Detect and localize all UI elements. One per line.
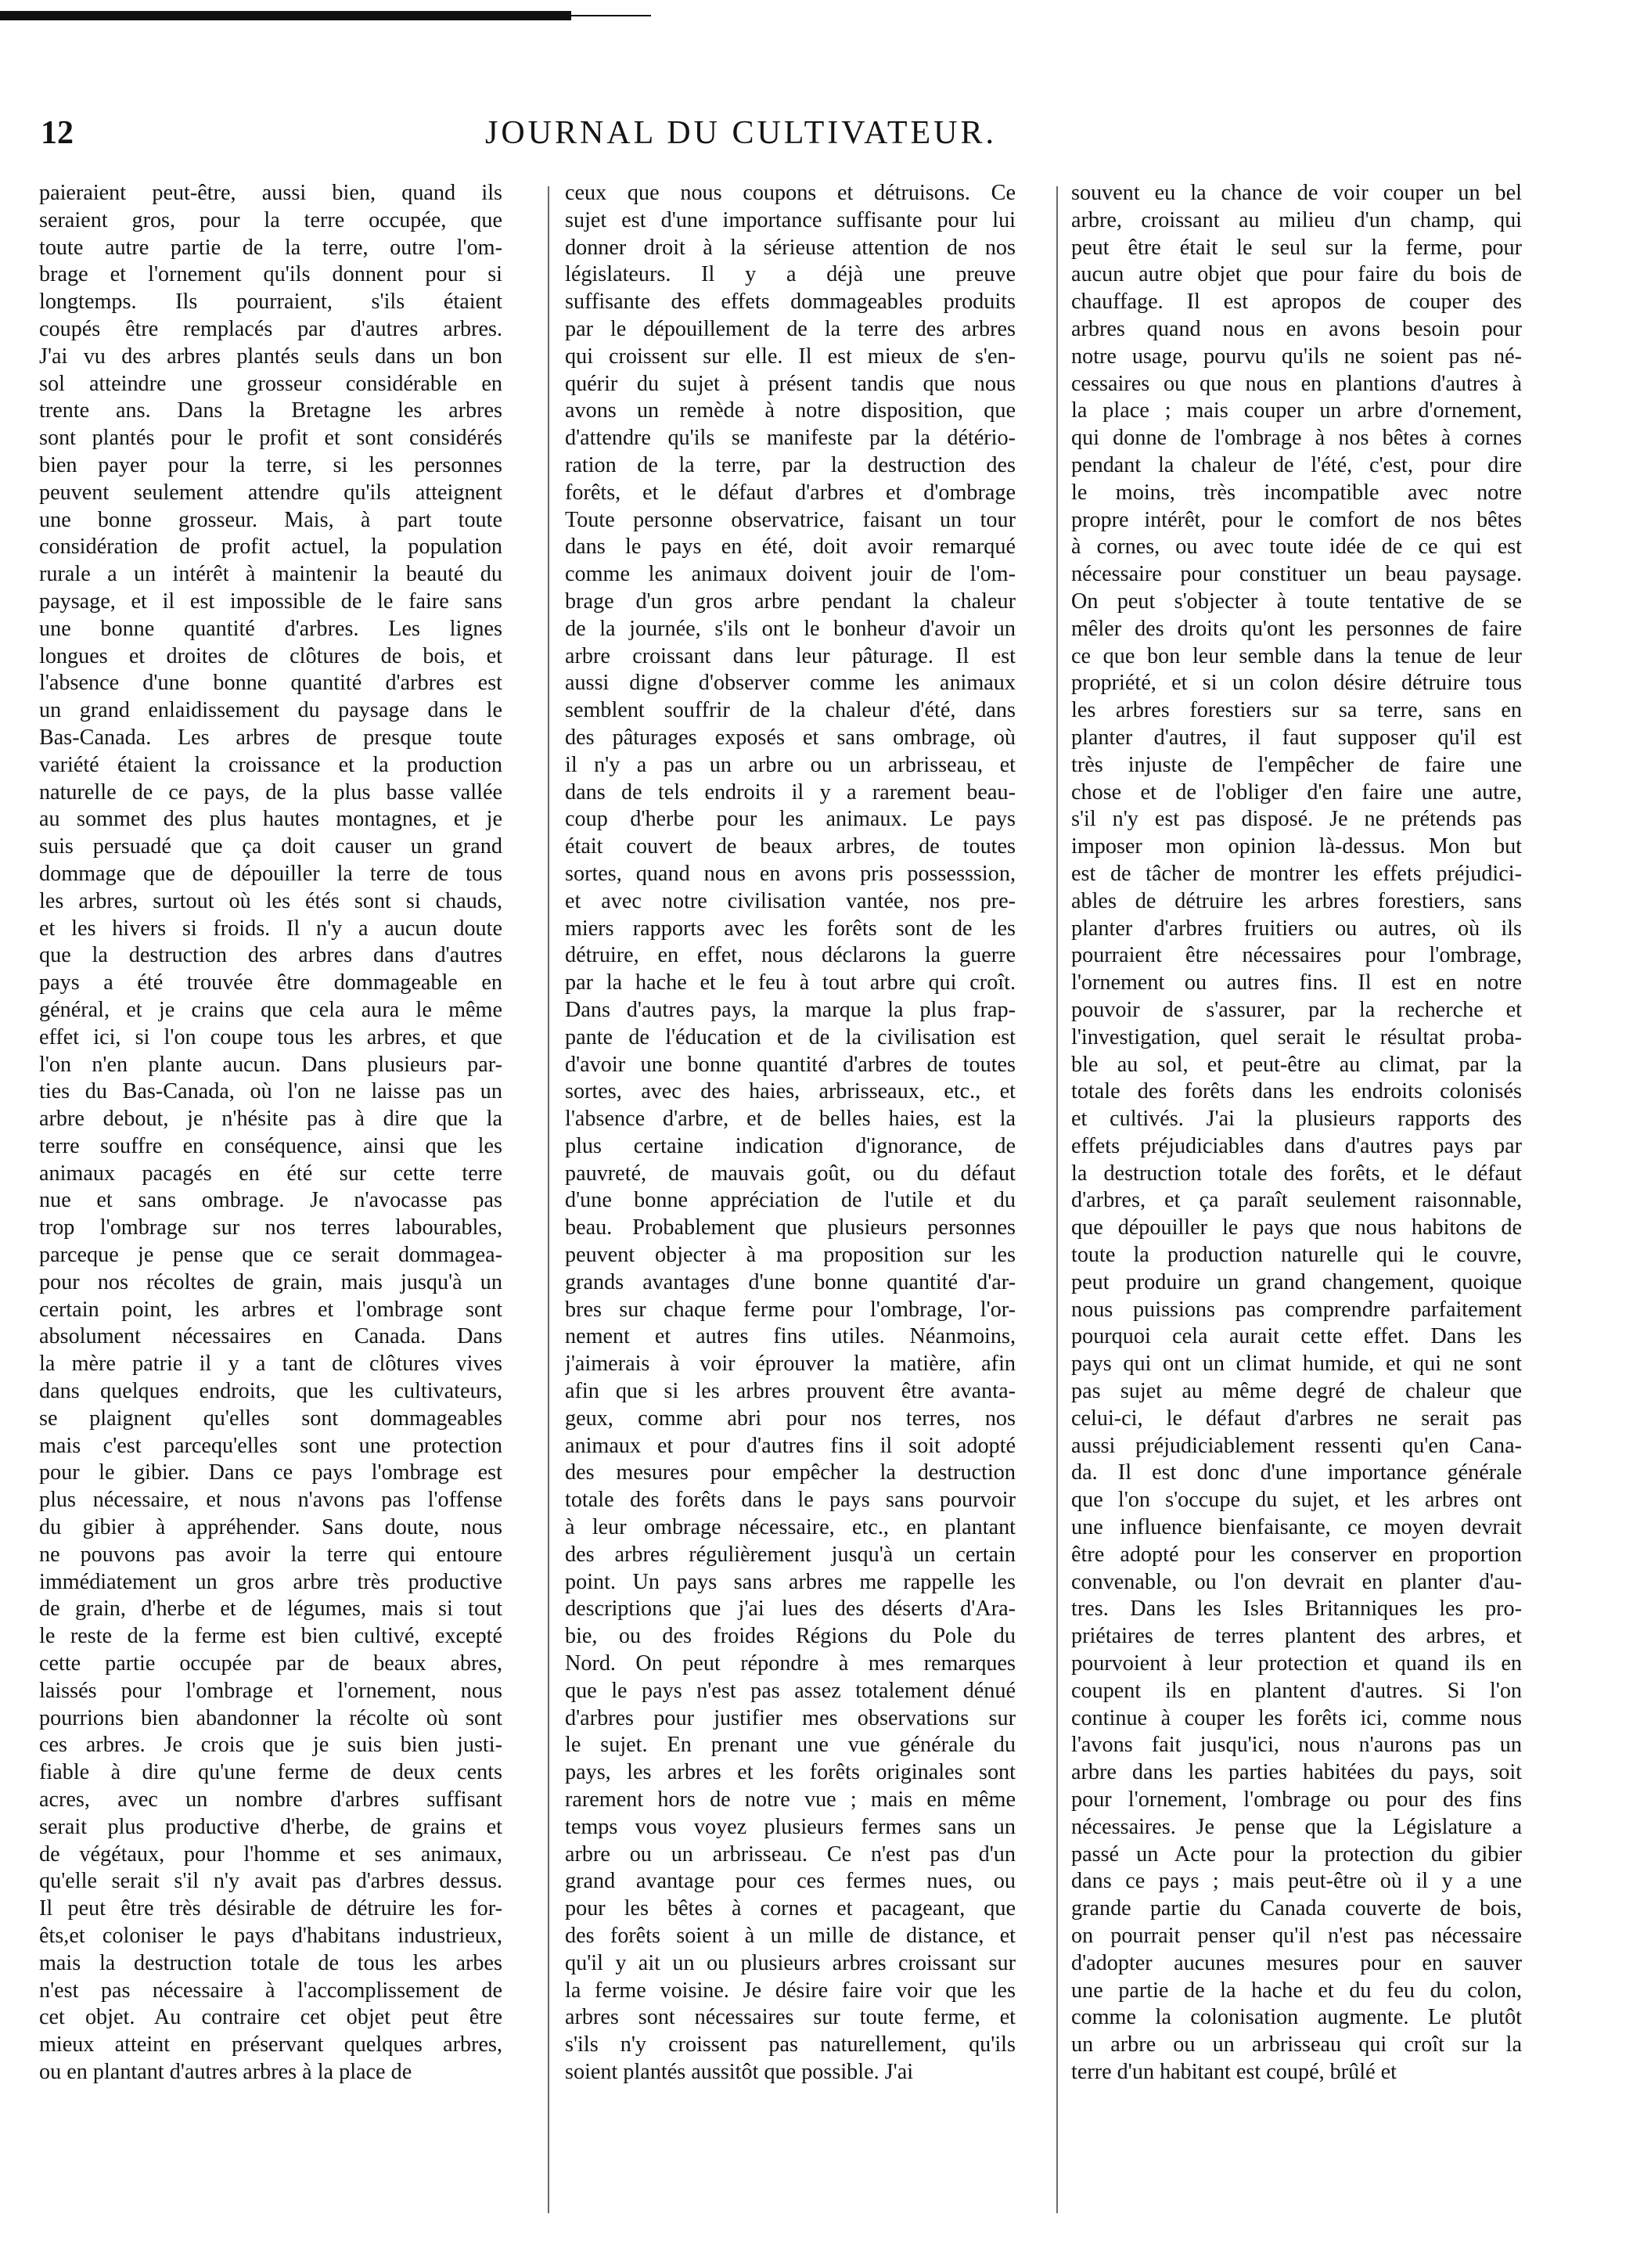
text-line: continue à couper les forêts ici, comme nous: [1071, 1705, 1522, 1730]
text-line: aussi digne d'observer comme les animaux: [565, 671, 1016, 696]
text-line: des pâturages exposés et sans ombrage, où: [565, 725, 1016, 750]
text-line: les arbres forestiers sur sa terre, sans en: [1071, 698, 1522, 723]
text-line: d'adopter aucunes mesures pour en sauver: [1071, 1950, 1522, 1975]
text-line: et les hivers si froids. Il n'y a aucun doute: [39, 916, 502, 941]
text-column-3: [1071, 180, 1522, 2238]
text-line: temps vous voyez plusieurs fermes sans un: [565, 1814, 1016, 1839]
text-line: seraient gros, pour la terre occupée, que: [39, 207, 502, 232]
text-line: législateurs. Il y a déjà une preuve: [565, 262, 1016, 287]
text-line: coup d'herbe pour les animaux. Le pays: [565, 807, 1016, 832]
text-line: sujet est d'une importance suffisante pour lui: [565, 207, 1016, 232]
text-line: à cornes, ou avec toute idée de ce qui est: [1071, 535, 1522, 560]
text-line: aussi préjudiciablement ressenti qu'en Cana-: [1071, 1433, 1522, 1458]
text-line: fiable à dire qu'une ferme de deux cents: [39, 1760, 502, 1785]
text-line: imposer mon opinion là-dessus. Mon but: [1071, 834, 1522, 859]
text-line: nue et sans ombrage. Je n'avocasse pas: [39, 1188, 502, 1213]
text-line: l'avons fait jusqu'ici, nous n'aurons pas un: [1071, 1733, 1522, 1758]
text-line: le moins, très incompatible avec notre: [1071, 480, 1522, 505]
text-line: qui croissent sur elle. Il est mieux de s'en-: [565, 344, 1016, 369]
text-line: mêler des droits qu'ont les personnes de faire: [1071, 616, 1522, 641]
text-line: immédiatement un gros arbre très productive: [39, 1569, 502, 1594]
text-line: trop l'ombrage sur nos terres labourables,: [39, 1215, 502, 1240]
text-line: comme la colonisation augmente. Le plutôt: [1071, 2005, 1522, 2030]
text-line: suis persuadé que ça doit causer un grand: [39, 834, 502, 859]
text-line: variété étaient la croissance et la production: [39, 752, 502, 777]
text-line: au sommet des plus hautes montagnes, et je: [39, 807, 502, 832]
text-line: ou en plantant d'autres arbres à la place de: [39, 2059, 412, 2084]
text-line: dans de tels endroits il y a rarement beau-: [565, 779, 1016, 805]
text-line: mais c'est parcequ'elles sont une protection: [39, 1433, 502, 1458]
text-line: Bas-Canada. Les arbres de presque toute: [39, 725, 502, 750]
text-line: l'on n'en plante aucun. Dans plusieurs par-: [39, 1052, 502, 1077]
text-line: terre souffre en conséquence, ainsi que les: [39, 1133, 502, 1158]
text-line: une influence bienfaisante, ce moyen devrait: [1071, 1515, 1522, 1540]
running-header: [41, 114, 1441, 161]
text-line: l'ornement ou autres fins. Il est en notre: [1071, 970, 1522, 995]
text-line: peut produire un grand changement, quoique: [1071, 1269, 1522, 1294]
text-line: propriété, et si un colon désire détruire tous: [1071, 671, 1522, 696]
text-line: la place ; mais couper un arbre d'ornement,: [1071, 398, 1522, 423]
text-line: grands avantages d'une bonne quantité d'ar-: [565, 1269, 1016, 1294]
text-line: une bonne grosseur. Mais, à part toute: [39, 507, 502, 532]
text-line: d'arbres, et ça paraît seulement raisonnable,: [1071, 1188, 1522, 1213]
text-line: rurale a un intérêt à maintenir la beauté du: [39, 562, 502, 587]
text-line: coupent ils en plantent d'autres. Si l'on: [1071, 1678, 1522, 1703]
text-line: pourquoi cela aurait cette effet. Dans les: [1071, 1324, 1522, 1349]
text-line: les arbres, surtout où les étés sont si chauds,: [39, 888, 502, 913]
text-line: donner droit à la sérieuse attention de nos: [565, 235, 1016, 260]
text-line: pour le gibier. Dans ce pays l'ombrage est: [39, 1460, 502, 1485]
text-line: totale des forêts dans les endroits colonisés: [1071, 1079, 1522, 1104]
text-line: que dépouiller le pays que nous habitons de: [1071, 1215, 1522, 1240]
text-column-2: [565, 180, 1016, 2238]
text-line: arbres sont nécessaires sur toute ferme, et: [565, 2005, 1016, 2030]
text-line: de grain, d'herbe et de légumes, mais si tout: [39, 1597, 502, 1622]
text-line: trente ans. Dans la Bretagne les arbres: [39, 398, 502, 423]
text-line: pas sujet au même degré de chaleur que: [1071, 1379, 1522, 1404]
text-line: la ferme voisine. Je désire faire voir que les: [565, 1978, 1016, 2003]
text-line: arbre dans les parties habitées du pays, soit: [1071, 1760, 1522, 1785]
text-line: chose et de l'obliger d'en faire une autre,: [1071, 779, 1522, 805]
text-line: être adopté pour les conserver en proportion: [1071, 1542, 1522, 1567]
text-line: pourrions bien abandonner la récolte où sont: [39, 1705, 502, 1730]
text-line: da. Il est donc d'une importance générale: [1071, 1460, 1522, 1485]
text-line: sortes, avec des haies, arbrisseaux, etc., et: [565, 1079, 1016, 1104]
text-line: la destruction totale des forêts, et le défaut: [1071, 1161, 1522, 1186]
text-line: très injuste de l'empêcher de faire une: [1071, 752, 1522, 777]
text-line: Nord. On peut répondre à mes remarques: [565, 1651, 1016, 1676]
text-line: plus nécessaire, et nous n'avons pas l'offense: [39, 1488, 502, 1513]
text-line: propre intérêt, pour le comfort de nos bêtes: [1071, 507, 1522, 532]
text-line: toute autre partie de la terre, outre l'om-: [39, 235, 502, 260]
text-line: se plaignent qu'elles sont dommageables: [39, 1406, 502, 1431]
text-line: arbres quand nous en avons besoin pour: [1071, 316, 1522, 341]
text-line: détruire, en effet, nous déclarons la guerre: [565, 943, 1016, 968]
text-line: bres sur chaque ferme pour l'ombrage, l'or-: [565, 1297, 1016, 1322]
text-line: J'ai vu des arbres plantés seuls dans un bon: [39, 344, 502, 369]
text-line: l'absence d'arbre, et de belles haies, est la: [565, 1107, 1016, 1132]
text-line: qu'il y ait un ou plusieurs arbres croissant sur: [565, 1950, 1016, 1975]
text-line: pendant la chaleur de l'été, c'est, pour dire: [1071, 452, 1522, 477]
text-line: considération de profit actuel, la population: [39, 535, 502, 560]
text-line: de végétaux, pour l'homme et ses animaux,: [39, 1841, 502, 1867]
text-line: mieux atteint en préservant quelques arbres,: [39, 2032, 502, 2057]
text-line: forêts, et le défaut d'arbres et d'ombrage: [565, 480, 1016, 505]
text-line: que la destruction des arbres dans d'autres: [39, 943, 502, 968]
text-line: tres. Dans les Isles Britanniques les pro-: [1071, 1597, 1522, 1622]
text-line: peut être était le seul sur la ferme, pour: [1071, 235, 1522, 260]
text-line: pays a été trouvée être dommageable en: [39, 970, 502, 995]
text-line: le sujet. En prenant une vue générale du: [565, 1733, 1016, 1758]
text-line: une partie de la hache et du feu du colon,: [1071, 1978, 1522, 2003]
text-line: que le pays n'est pas assez totalement dénué: [565, 1678, 1016, 1703]
text-line: arbre debout, je n'hésite pas à dire que la: [39, 1107, 502, 1132]
text-line: sortes, quand nous en avons pris possesssion,: [565, 861, 1016, 886]
page-number: 12: [41, 115, 74, 151]
text-line: planter d'arbres fruitiers ou autres, où ils: [1071, 916, 1522, 941]
text-line: des forêts soient à un mille de distance, et: [565, 1924, 1016, 1948]
text-line: effets préjudiciables dans d'autres pays par: [1071, 1133, 1522, 1158]
text-line: Toute personne observatrice, faisant un tour: [565, 507, 1016, 532]
text-line: du gibier à appréhender. Sans doute, nous: [39, 1515, 502, 1540]
text-line: avons un remède à notre disposition, que: [565, 398, 1016, 423]
text-line: point. Un pays sans arbres me rappelle les: [565, 1569, 1016, 1594]
text-line: cet objet. Au contraire cet objet peut être: [39, 2005, 502, 2030]
text-line: nécessaire pour constituer un beau paysage.: [1071, 562, 1522, 587]
text-line: nement et autres fins utiles. Néanmoins,: [565, 1324, 1016, 1349]
text-line: priétaires de terres plantent des arbres, et: [1071, 1624, 1522, 1649]
text-line: paieraient peut-être, aussi bien, quand ils: [39, 181, 502, 205]
text-line: ce que bon leur semble dans la tenue de leur: [1071, 643, 1522, 668]
text-line: soient plantés aussitôt que possible. J'ai: [565, 2059, 914, 2084]
text-line: paysage, et il est impossible de le faire sans: [39, 589, 502, 614]
text-line: grande partie du Canada couverte de bois,: [1071, 1896, 1522, 1921]
text-line: serait plus productive d'herbe, de grains et: [39, 1814, 502, 1839]
text-line: bien payer pour la terre, si les personnes: [39, 452, 502, 477]
text-line: bie, ou des froides Régions du Pole du: [565, 1624, 1016, 1649]
text-line: Dans d'autres pays, la marque la plus frap-: [565, 997, 1016, 1022]
text-line: convenable, ou l'on devrait en planter d'au-: [1071, 1569, 1522, 1594]
text-line: aucun autre objet que pour faire du bois de: [1071, 262, 1522, 287]
text-line: brage et l'ornement qu'ils donnent pour si: [39, 262, 502, 287]
text-line: et avec notre civilisation vantée, nos pre-: [565, 888, 1016, 913]
text-line: suffisante des effets dommageables produits: [565, 290, 1016, 315]
text-line: il n'y a pas un arbre ou un arbrisseau, et: [565, 752, 1016, 777]
text-line: certain point, les arbres et l'ombrage sont: [39, 1297, 502, 1322]
top-rule-thin: [571, 15, 651, 16]
text-line: naturelle de ce pays, de la plus basse vallée: [39, 779, 502, 805]
text-line: s'ils n'y croissent pas naturellement, qu'ils: [565, 2032, 1016, 2057]
text-line: pour nos récoltes de grain, mais jusqu'à un: [39, 1269, 502, 1294]
text-line: d'arbres pour justifier mes observations sur: [565, 1705, 1016, 1730]
text-line: acres, avec un nombre d'arbres suffisant: [39, 1787, 502, 1813]
text-line: général, et je crains que cela aura le même: [39, 997, 502, 1022]
text-line: qu'elle serait s'il n'y avait pas d'arbres dessus.: [39, 1869, 502, 1894]
text-line: peuvent seulement attendre qu'ils atteignent: [39, 480, 502, 505]
text-line: On peut s'objecter à toute tentative de se: [1071, 589, 1522, 614]
text-line: était couvert de beaux arbres, de toutes: [565, 834, 1016, 859]
text-line: planter d'autres, il faut supposer qu'il est: [1071, 725, 1522, 750]
text-line: pourraient être nécessaires pour l'ombrage,: [1071, 943, 1522, 968]
text-line: beau. Probablement que plusieurs personnes: [565, 1215, 1016, 1240]
text-line: passé un Acte pour la protection du gibier: [1071, 1841, 1522, 1867]
text-line: êts,et coloniser le pays d'habitans industrieux,: [39, 1924, 502, 1948]
text-line: est de tâcher de montrer les effets préjudici-: [1071, 861, 1522, 886]
text-line: dommage que de dépouiller la terre de tous: [39, 861, 502, 886]
text-line: à leur ombrage nécessaire, etc., en plantant: [565, 1515, 1016, 1540]
text-line: l'absence d'une bonne quantité d'arbres est: [39, 671, 502, 696]
text-line: miers rapports avec les forêts sont de les: [565, 916, 1016, 941]
text-line: pourvoient à leur protection et quand ils en: [1071, 1651, 1522, 1676]
text-line: notre usage, pourvu qu'ils ne soient pas né-: [1071, 344, 1522, 369]
text-line: parceque je pense que ce serait dommagea-: [39, 1243, 502, 1268]
text-line: ables de détruire les arbres forestiers, sans: [1071, 888, 1522, 913]
text-line: longtemps. Ils pourraient, s'ils étaient: [39, 290, 502, 315]
text-line: ties du Bas-Canada, où l'on ne laisse pas un: [39, 1079, 502, 1104]
text-line: arbre, croissant au milieu d'un champ, qui: [1071, 207, 1522, 232]
text-line: un arbre ou un arbrisseau qui croît sur la: [1071, 2032, 1522, 2057]
text-line: que l'on s'occupe du sujet, et les arbres ont: [1071, 1488, 1522, 1513]
text-line: pour les bêtes à cornes et pacageant, que: [565, 1896, 1016, 1921]
text-line: d'avoir une bonne quantité d'arbres de toutes: [565, 1052, 1016, 1077]
text-line: ne pouvons pas avoir la terre qui entoure: [39, 1542, 502, 1567]
text-line: et cultivés. J'ai la plusieurs rapports des: [1071, 1107, 1522, 1132]
text-line: d'une bonne appréciation de l'utile et du: [565, 1188, 1016, 1213]
text-line: toute la production naturelle qui le couvre,: [1071, 1243, 1522, 1268]
text-line: semblent souffrir de la chaleur d'été, dans: [565, 698, 1016, 723]
text-line: brage d'un gros arbre pendant la chaleur: [565, 589, 1016, 614]
text-line: longues et droites de clôtures de bois, et: [39, 643, 502, 668]
text-line: j'aimerais à voir éprouver la matière, afin: [565, 1352, 1016, 1377]
text-line: ble au sol, et peut-être au climat, par la: [1071, 1052, 1522, 1077]
text-line: s'il n'y est pas disposé. Je ne prétends pas: [1071, 807, 1522, 832]
text-line: sont plantés pour le profit et sont considérés: [39, 426, 502, 451]
text-line: par le dépouillement de la terre des arbres: [565, 316, 1016, 341]
text-line: dans le pays en été, doit avoir remarqué: [565, 535, 1016, 560]
text-line: des arbres régulièrement jusqu'à un certain: [565, 1542, 1016, 1567]
text-line: celui-ci, le défaut d'arbres ne serait pas: [1071, 1406, 1522, 1431]
text-line: cessaires ou que nous en plantions d'autres à: [1071, 371, 1522, 396]
text-line: nécessaires. Je pense que la Législature a: [1071, 1814, 1522, 1839]
journal-title: JOURNAL DU CULTIVATEUR.: [485, 115, 997, 151]
text-line: n'est pas nécessaire à l'accomplissement de: [39, 1978, 502, 2003]
text-line: pante de l'éducation et de la civilisation est: [565, 1024, 1016, 1049]
text-line: sol atteindre une grosseur considérable en: [39, 371, 502, 396]
text-line: rarement hors de notre vue ; mais en même: [565, 1787, 1016, 1813]
text-line: geux, comme abri pour nos terres, nos: [565, 1406, 1016, 1431]
text-line: grand avantage pour ces fermes nues, ou: [565, 1869, 1016, 1894]
text-column-1: [39, 180, 502, 2238]
text-line: la mère patrie il y a tant de clôtures vives: [39, 1352, 502, 1377]
text-line: animaux et pour d'autres fins il soit adopté: [565, 1433, 1016, 1458]
text-line: ces arbres. Je crois que je suis bien justi-: [39, 1733, 502, 1758]
text-line: pays, les arbres et les forêts originales sont: [565, 1760, 1016, 1785]
text-line: on pourrait penser qu'il n'est pas nécessaire: [1071, 1924, 1522, 1948]
top-rule: [0, 11, 571, 20]
text-line: afin que si les arbres prouvent être avanta-: [565, 1379, 1016, 1404]
text-line: dans quelques endroits, que les cultivateurs,: [39, 1379, 502, 1404]
text-line: l'investigation, quel serait le résultat proba-: [1071, 1024, 1522, 1049]
text-line: qui donne de l'ombrage à nos bêtes à cornes: [1071, 426, 1522, 451]
text-line: pouvoir de s'assurer, par la recherche et: [1071, 997, 1522, 1022]
text-line: une bonne quantité d'arbres. Les lignes: [39, 616, 502, 641]
text-line: descriptions que j'ai lues des déserts d'Ara-: [565, 1597, 1016, 1622]
text-line: terre d'un habitant est coupé, brûlé et: [1071, 2059, 1397, 2084]
text-line: nous puissions pas comprendre parfaitement: [1071, 1297, 1522, 1322]
text-line: arbre ou un arbrisseau. Ce n'est pas d'un: [565, 1841, 1016, 1867]
text-line: un grand enlaidissement du paysage dans le: [39, 698, 502, 723]
text-line: comme les animaux doivent jouir de l'om-: [565, 562, 1016, 587]
text-line: d'attendre qu'ils se manifeste par la détério-: [565, 426, 1016, 451]
text-line: de la journée, s'ils ont le bonheur d'avoir un: [565, 616, 1016, 641]
text-line: par la hache et le feu à tout arbre qui croît.: [565, 970, 1016, 995]
text-line: pour l'ornement, l'ombrage ou pour des fins: [1071, 1787, 1522, 1813]
text-line: absolument nécessaires en Canada. Dans: [39, 1324, 502, 1349]
text-line: cette partie occupée par de beaux abres,: [39, 1651, 502, 1676]
text-line: Il peut être très désirable de détruire les for-: [39, 1896, 502, 1921]
text-line: ceux que nous coupons et détruisons. Ce: [565, 181, 1016, 205]
text-line: laissés pour l'ombrage et l'ornement, nous: [39, 1678, 502, 1703]
text-line: animaux pacagés en été sur cette terre: [39, 1161, 502, 1186]
text-line: dans ce pays ; mais peut-être où il y a une: [1071, 1869, 1522, 1894]
text-line: des mesures pour empêcher la destruction: [565, 1460, 1016, 1485]
column-rule: [1056, 186, 1058, 2213]
text-line: mais la destruction totale de tous les arbes: [39, 1950, 502, 1975]
text-line: chauffage. Il est apropos de couper des: [1071, 290, 1522, 315]
text-line: totale des forêts dans le pays sans pourvoir: [565, 1488, 1016, 1513]
text-line: pauvreté, de mauvais goût, ou du défaut: [565, 1161, 1016, 1186]
column-rule: [548, 186, 549, 2213]
text-line: souvent eu la chance de voir couper un bel: [1071, 181, 1522, 205]
text-line: ration de la terre, par la destruction des: [565, 452, 1016, 477]
text-line: quérir du sujet à présent tandis que nous: [565, 371, 1016, 396]
text-line: pays qui ont un climat humide, et qui ne sont: [1071, 1352, 1522, 1377]
text-line: le reste de la ferme est bien cultivé, excepté: [39, 1624, 502, 1649]
text-line: effet ici, si l'on coupe tous les arbres, et que: [39, 1024, 502, 1049]
text-line: arbre croissant dans leur pâturage. Il est: [565, 643, 1016, 668]
text-line: coupés être remplacés par d'autres arbres.: [39, 316, 502, 341]
text-line: peuvent objecter à ma proposition sur les: [565, 1243, 1016, 1268]
text-line: plus certaine indication d'ignorance, de: [565, 1133, 1016, 1158]
